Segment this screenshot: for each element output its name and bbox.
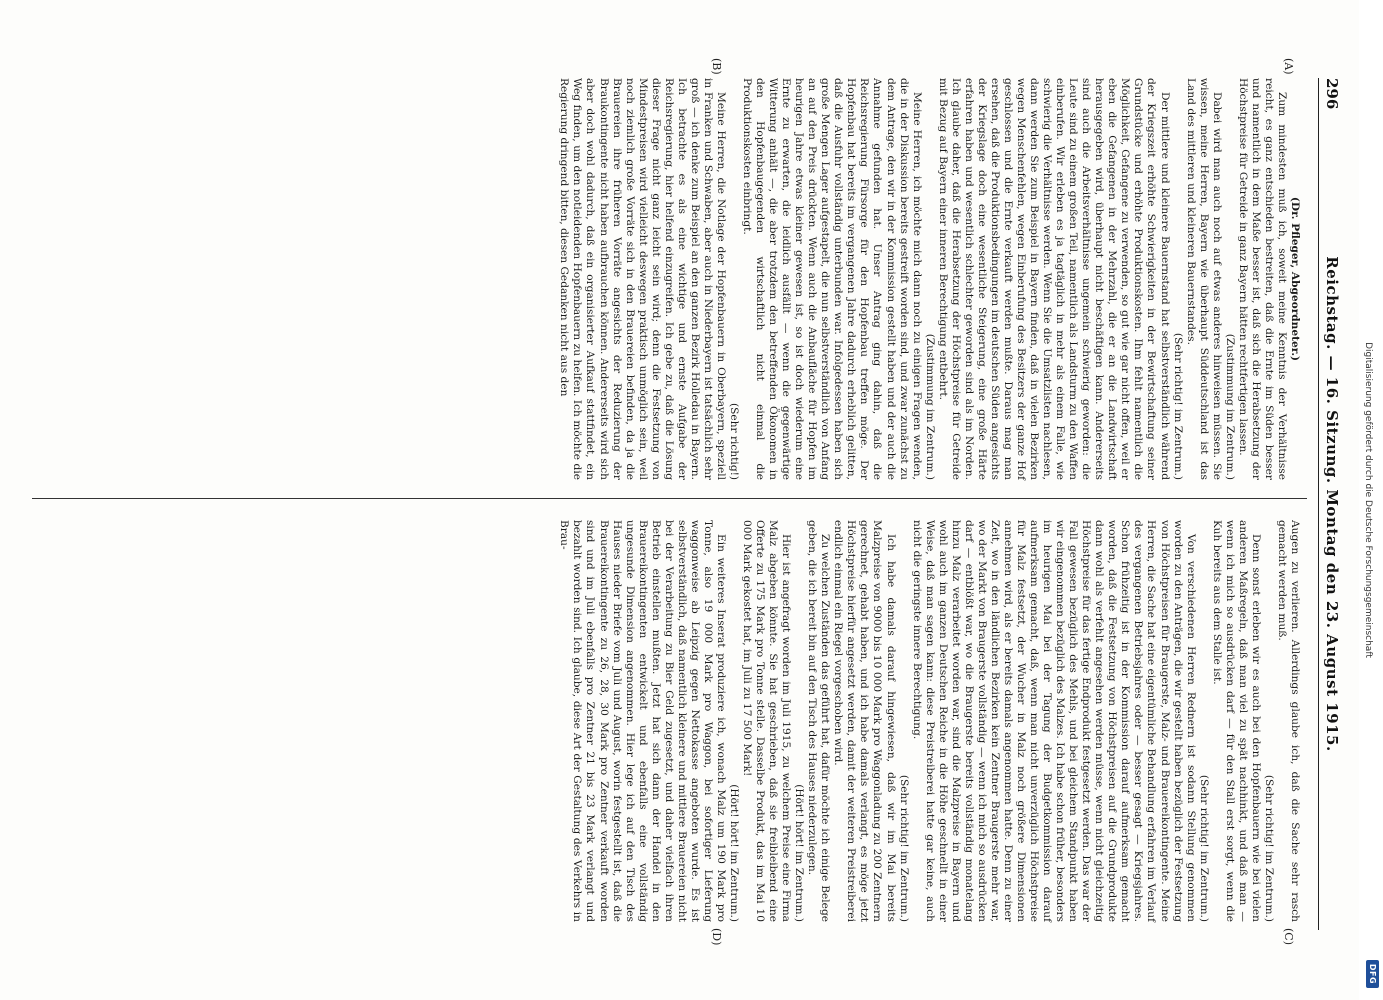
paragraph: Der mittlere und kleinere Bauernstand hat selbstverständlich während der Kriegszeit erhöhte Schwierigkeiten in der Bewirtschaftung seiner Grundstücke und erhöhte Produktionskosten. Ihm fehlt namentlich die Möglichkeit, Gefangene zu verwenden, so gut wie gar nicht offen, weil er eben die Gefangenen in der Mehrzahl, die er an die Landwirtschaft herausgegeben wird, überhaupt nicht beschäftigen kann. Andererseits sind auch die Arbeitsverhältnisse ungemein schwierig geworden: die Leute sind zu einem großen Teil, namentlich als Landsturm zu den Waffen einberufen. Wir erleben es ja tagtäglich in mehr als einem Falle, wie schwierig die Verhältnisse werden. Wenn Sie die Umsatzlisten nachlesen, dann werden Sie zum Beispiel in Bayern finden, daß in vielen Bezirken wegen Menschenfehlen, wegen Einberufung des Besitzers der ganze Hof geschlossen und die Ernte verkauft werden mußte. Daraus mag man ersehen, daß die Produktionsbedingungen im deutschen Süden angesichts der Kriegslage doch eine wesentliche Steigerung, eine große Härte erfahren haben und wesentlich schlechter geworden sind als im Norden. Ich glaube daher, daß die Herabsetzung der Höchstpreise für Getreide mit Bezug auf Bayern einer inneren Berechtigung entbehrt.: [936, 78, 1171, 480]
marker-c: (C): [1282, 928, 1295, 945]
paragraph: Zum mindesten muß ich, soweit meine Kenntnis der Verhältnisse reicht, es ganz entschieden bestreiten, daß die Ernte im Süden besser und namentlich in dem Maße besser ist, daß sich die Herabsetzung der Höchstpreise für Getreide in ganz Bayern hätten rechtfertigen lassen.: [1236, 78, 1288, 480]
interjection: (Sehr richtig! im Zentrum.): [897, 774, 910, 922]
paragraph: Dabei wird man auch noch auf etwas anderes hinweisen müssen. Sie wissen, meine Herren, Bayern wie überhaupt Süddeutschland ist das Land des mittleren und kleineren Bauernstandes.: [1184, 78, 1223, 480]
left-column: [557, 78, 1301, 480]
speaker-line: (Dr. Pfleger, Abgeordneter.): [1289, 196, 1301, 362]
interjection: (Sehr richtig!): [727, 403, 740, 480]
interjection: (Sehr richtig! im Zentrum.): [1171, 332, 1184, 480]
digitization-strip: [1359, 0, 1383, 1000]
digitization-note: Digitalisierung gefördert durch die Deutsche Forschungsgemeinschaft: [1363, 342, 1373, 658]
dfg-logo: [1366, 960, 1379, 988]
interjection: (Hört! hört! im Zentrum.): [727, 784, 740, 922]
paragraph: Meine Herren, die Notlage der Hopfenbauern in Oberbayern, speziell in Franken und Schwaben, aber auch in Niederbayern ist tatsächlich sehr groß — ich denke zum Beispiel an den ganzen Bezirk Holledau in Bayern. Ich betrachte es als eine wichtige und ernste Aufgabe der Reichsregierung, hier helfend einzugreifen. Ich gebe zu, daß die Lösung dieser Frage nicht ganz leicht sein wird; denn die Festsetzung von Mindestpreisen wird vielleicht deswegen praktisch unmöglich sein, weil noch ziemlich große Vorräte sich in den Brauereien befinden, da ja die Brauereien ihre früheren Vorräte angesichts der Reduzierung der Braukontingente nicht haben aufbrauchen können. Andererseits wird sich aber doch wohl dadurch, daß ein organisierter Aufkauf stattfindet, ein Weg finden, um den notleidenden Hopfenbauern zu helfen. Ich möchte die Regierung dringend bitten, diesen Gedanken nicht aus den: [558, 78, 727, 480]
paragraph: Ich habe damals darauf hingewiesen, daß wir im Mai bereits Malzpreise von 9000 bis 10 000 Mark pro Waggonladung zu 200 Zentnern gerechnet, gehabt haben, und ich habe damals verlangt, es möge jetzt Höchstpreise hierfür angesetzt werden, damit der weiteren Preistreiberei endlich einmal ein Riegel vorgeschoben wird.: [832, 520, 897, 922]
interjection: (Zustimmung im Zentrum.): [1223, 333, 1236, 480]
column-divider: [32, 498, 1307, 499]
marker-b: (B): [710, 58, 723, 75]
page-number: 296: [1323, 78, 1341, 110]
paragraph: Meine Herren, ich möchte mich dann noch zu einigen Fragen wenden, die in der Diskussion bereits gestreift worden sind, und zwar zunächst zu dem Antrage, den wir in der Kommission gestellt haben und der auch die Annahme gefunden hat. Unser Antrag ging dahin, daß die Reichsregierung Fürsorge für den Hopfenbau treffen möge. Der Hopfenbau hat bereits im vergangenen Jahre dadurch erheblich gelitten, daß die Ausfuhr vollständig unterbunden war. Infolgedessen haben sich große Mengen Lager aufgestapelt, die nun selbstverständlich von Anfang an auf den Preis drückten. Wenn auch die Anbaufläche für Hopfen im heurigen Jahre etwas kleiner gewesen ist, so ist doch wiederum eine Ernte zu erwarten, die leidlich ausfällt — wenn die gegenwärtige Witterung anhält —, die aber trotzdem den betreffenden Ökonomen in den Hopfenbaugegenden wirtschaftlich nicht einmal die Produktionskosten einbringt.: [741, 78, 923, 480]
paragraph: Denn sonst erleben wir es auch bei den Hopfenbauern wie bei vielen anderen Maßregeln, daß man viel zu spät nachhinkt, und daß man — wenn ich mich so ausdrücken darf — für den Stall erst sorgt, wenn die Kuh bereits aus dem Stalle ist.: [1210, 520, 1262, 922]
right-column: [557, 520, 1301, 922]
paragraph: Hier ist angefragt worden im Juli 1915, zu welchem Preise eine Firma Malz abgeben könnte. Sie hat geschrieben, daß sie freibleibend eine Offerte zu 175 Mark pro Tonne stelle. Dasselbe Produkt, das im Mai 10 000 Mark gekostet hat, im Juli zu 17 500 Mark!: [741, 520, 793, 922]
marker-d: (D): [710, 928, 723, 946]
paragraph: Ein weiteres Inserat produziere ich, wonach Malz um 190 Mark pro Tonne, also 19 000 Mark pro Waggon, bei sofortiger Lieferung waggonweise ab Leipzig gegen Nettokasse angeboten wurde. Es ist selbstverständlich, daß namentlich kleinere und mittlere Brauereien nicht bei der Verarbeitung zu Bier Geld zugesetzt, und daher vielfach ihren Betrieb einstellen mußten. Jetzt hat sich dann der Handel in den Brauereikontingenten entwickelt und ebenfalls eine vollständig ungesunde Dimension angenommen. Hier lege ich auf den Tisch des Hauses nieder Briefe vom Juli und August, worin festgestellt ist, daß die Brauereikontingente zu 26, 28, 30 Mark pro Zentner verkauft worden sind und im Juli ebenfalls pro Zentner 21 bis 23 Mark verlangt und bezahlt worden sind. Ich glaube, diese Art der Gestaltung des Verkehrs in Brau-: [558, 520, 727, 922]
marker-a: (A): [1282, 58, 1295, 75]
interjection: (Hört! hört! im Zentrum.): [793, 784, 806, 922]
dfg-logo-text: DFG: [1368, 963, 1377, 985]
paragraph: Von verschiedenen Herren Rednern ist sodann Stellung genommen worden zu den Anträgen, die wir gestellt haben bezüglich der Festsetzung von Höchstpreisen für Braugerste, Malz- und Brauereikontingente. Meine Herren, die Sache hat eine eigentümliche Behandlung erfahren im Verlauf des vergangenen Betriebsjahres oder — besser gesagt — Kriegsjahres. Schon frühzeitig ist in der Kommission darauf aufmerksam gemacht worden, daß die Festsetzung von Höchstpreisen auf die Grundprodukte dann wohl als verfehlt angesehen werden müsse, wenn nicht gleichzeitig Höchstpreise für das fertige Endprodukt festgesetzt werden. Das war der Fall gewesen bezüglich des Mehls, und bei gleichem Standpunkt haben wir eingenommen bezüglich des Malzes. Ich habe schon früher, besonders im heurigen Mai bei der Tagung der Budgetkommission darauf aufmerksam gemacht, daß, wenn man nicht unverzüglich Höchstpreise für Malz festsetzt, der Wucher in Malz noch größere Dimensionen annehmen wird, als er bereits damals angenommen hatte. Denn zu einer Zeit, wo in den ländlichen Bezirken kein Zentner Braugerste mehr war, wo der Markt von Braugerste vollständig — wenn ich mich so ausdrücken darf — entblößt war, wo die Braugerste bereits vollständig monatelang hinzu Malz verarbeitet worden war, sind die Malzpreise in Bayern und wohl auch im ganzen Deutschen Reiche in die Höhe geschnellt in einer Weise, daß man sagen kann: diese Preistreiberei hatte gar keine, auch nicht die geringste innere Berechtigung.: [910, 520, 1197, 922]
page-title: Reichstag. — 16. Sitzung. Montag den 23. August 1915.: [1323, 256, 1341, 752]
paragraph: Zu welchen Zuständen das geführt hat, dafür möchte ich einige Belege geben, die ich bereit bin auf den Tisch des Hauses niederzulegen.: [806, 520, 832, 922]
interjection: (Sehr richtig! im Zentrum.): [1197, 774, 1210, 922]
interjection: (Sehr richtig! im Zentrum.): [1262, 774, 1275, 922]
interjection: (Zustimmung im Zentrum.): [923, 333, 936, 480]
page-header: [1318, 78, 1341, 930]
paragraph: Augen zu verlieren. Allerdings glaube ich, daß die Sache sehr rasch gemacht werden muß.: [1275, 520, 1301, 922]
